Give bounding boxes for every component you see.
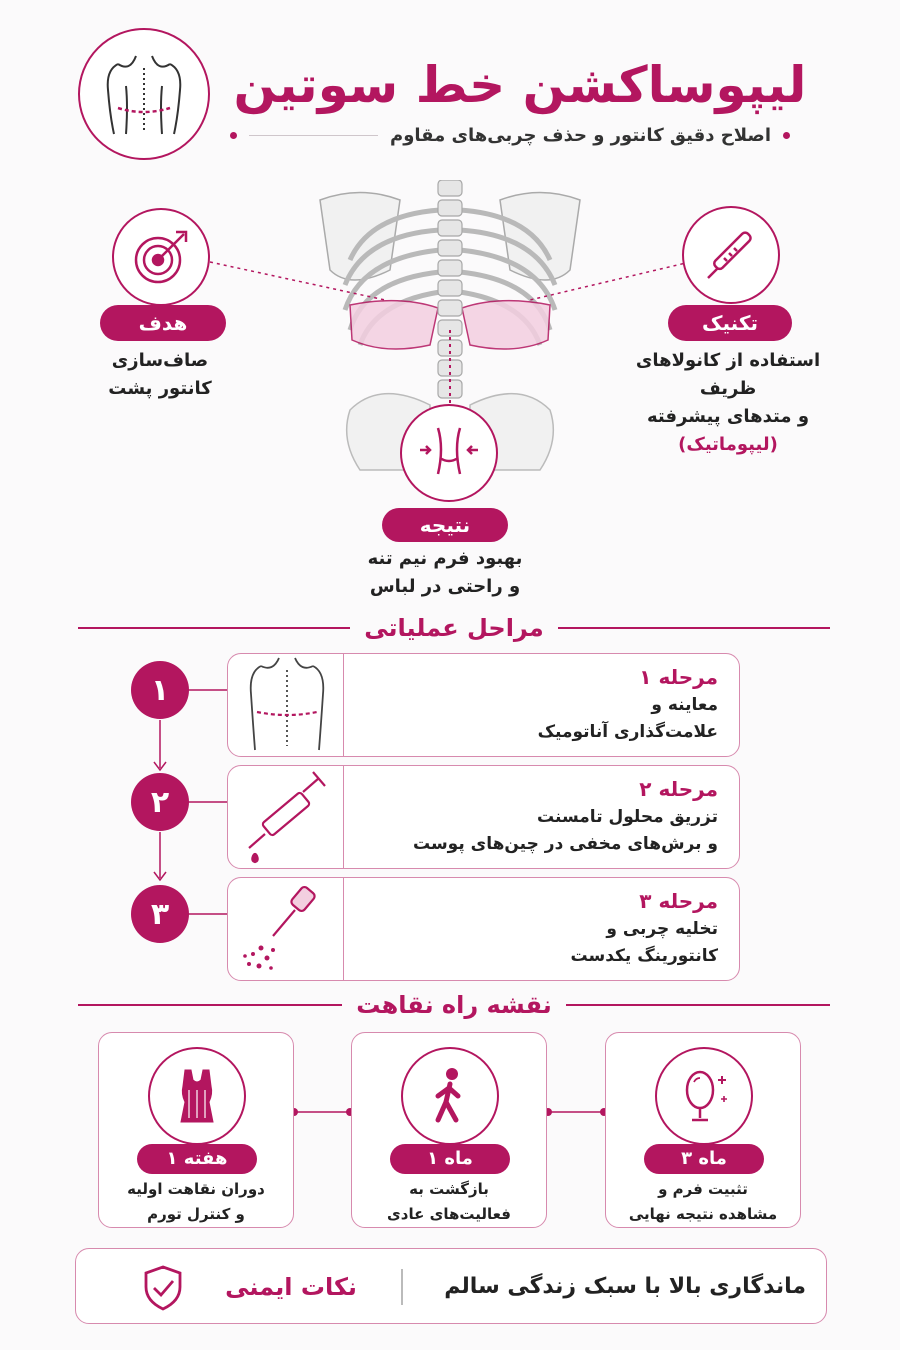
result-line-1: بهبود فرم نیم تنه <box>367 548 523 569</box>
step-2-number: ۲ <box>131 773 189 831</box>
recovery-card-week-1 <box>98 1032 294 1228</box>
recovery-label-month-3: ماه ۳ <box>644 1144 764 1174</box>
page-title: لیپوساکشن خط سوتین <box>233 56 807 114</box>
result-label: نتیجه <box>382 508 508 542</box>
footer-banner <box>75 1248 827 1324</box>
recovery-label-week-1: هفته ۱ <box>137 1144 257 1174</box>
technique-line-1: استفاده از کانولاهای ظریف <box>635 350 821 399</box>
recovery-label-month-1: ماه ۱ <box>390 1144 510 1174</box>
recovery-month-1-line-2: فعالیت‌های عادی <box>387 1205 511 1223</box>
footer-text: ماندگاری بالا با سبک زندگی سالم <box>444 1274 806 1299</box>
step-1-line-2: علامت‌گذاری آناتومیک <box>537 722 718 742</box>
recovery-month-1-line-1: بازگشت به <box>409 1180 489 1198</box>
technique-line-2: و متدهای پیشرفته <box>646 406 810 427</box>
result-line-2: و راحتی در لباس <box>369 576 521 597</box>
recovery-card-month-1 <box>351 1032 547 1228</box>
shield-check-icon <box>138 1263 188 1313</box>
steps-title-text: مراحل عملیاتی <box>364 614 544 642</box>
goal-line-2: کانتور پشت <box>108 378 212 399</box>
step-1-number: ۱ <box>131 661 189 719</box>
step-1-line-1: معاینه و <box>651 695 718 715</box>
step-1-title: مرحله ۱ <box>639 665 718 689</box>
walking-person-icon <box>401 1047 499 1145</box>
mirror-icon <box>655 1047 753 1145</box>
step-3-number: ۳ <box>131 885 189 943</box>
recovery-month-3-line-2: مشاهده نتیجه نهایی <box>628 1205 778 1223</box>
technique-line-3: (لیپوماتیک) <box>678 434 778 455</box>
recovery-week-1-line-2: و کنترل تورم <box>147 1205 245 1223</box>
recovery-card-month-3 <box>605 1032 801 1228</box>
step-3-title: مرحله ۳ <box>639 889 718 913</box>
step-2-line-1: تزریق محلول تامسنت <box>537 807 718 827</box>
step-2-line-2: و برش‌های مخفی در چین‌های پوست <box>412 834 718 854</box>
compression-garment-icon <box>148 1047 246 1145</box>
safety-tips-label: نکات ایمنی <box>225 1273 357 1301</box>
technique-label: تکنیک <box>668 305 792 341</box>
footer-divider <box>401 1269 403 1305</box>
step-2-title: مرحله ۲ <box>639 777 718 801</box>
recovery-title-text: نقشه راه نقاهت <box>356 991 552 1019</box>
step-3-line-2: کانتورینگ یکدست <box>570 946 718 966</box>
subtitle-text: اصلاح دقیق کانتور و حذف چربی‌های مقاوم <box>390 124 771 146</box>
goal-line-1: صاف‌سازی <box>111 350 209 371</box>
recovery-week-1-line-1: دوران نقاهت اولیه <box>127 1180 265 1198</box>
goal-label: هدف <box>100 305 226 341</box>
recovery-month-3-line-1: تثبیت فرم و <box>658 1180 748 1198</box>
step-3-line-1: تخلیه چربی و <box>606 919 718 939</box>
